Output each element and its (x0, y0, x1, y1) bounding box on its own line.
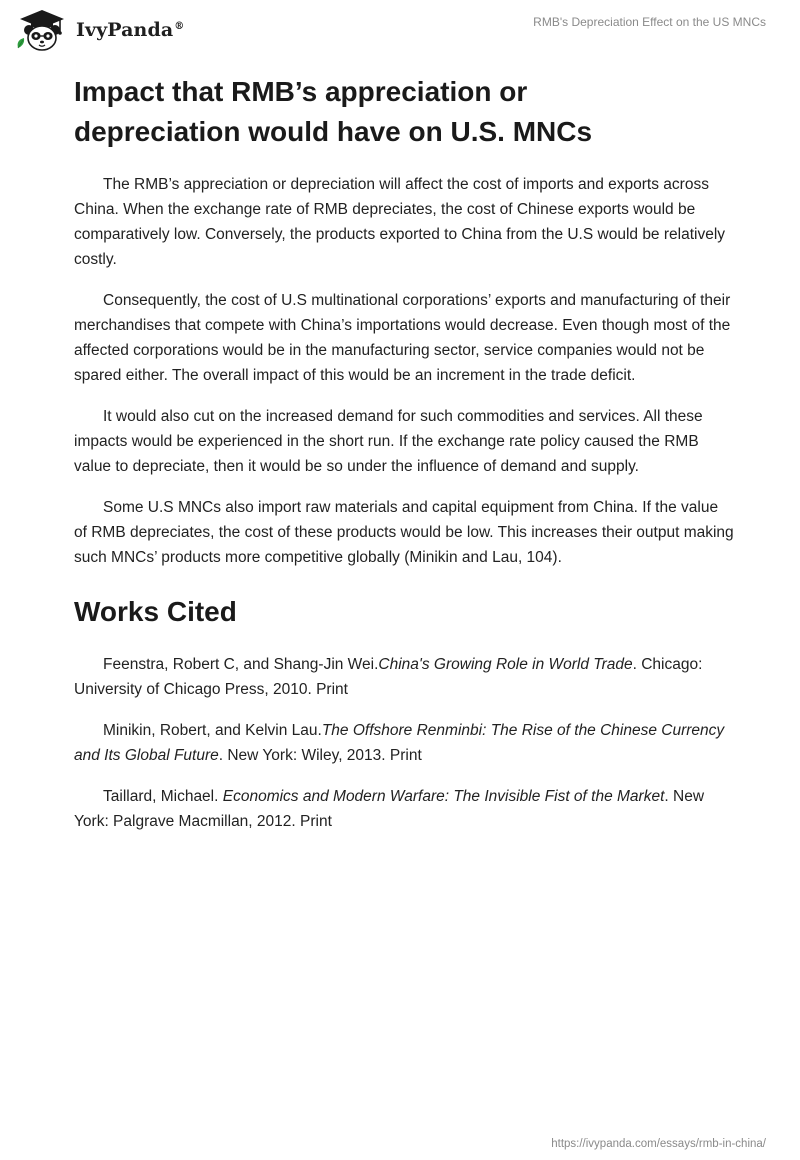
essay-content (74, 72, 734, 850)
page-header (0, 0, 800, 70)
citation-publisher: . New York: Wiley, 2013. Print (218, 747, 422, 764)
citation-authors: Taillard, Michael. (103, 788, 223, 805)
citation-title: Economics and Modern Warfare: The Invisible Fist of the Market (222, 788, 665, 805)
body-paragraph: It would also cut on the increased demand for such commodities and services. All these impacts would be experienced in the short run. If the exchange rate policy caused the RMB value to depreciate, then it would be so under the influence of demand and supply. (74, 408, 703, 475)
citation-publisher: . Chicago: University of Chicago Press, 2010. Print (74, 656, 703, 698)
citation-title: The Offshore Renminbi: The Rise of the Chinese Currency and Its Global Future (74, 722, 725, 764)
citation-entry (74, 652, 734, 702)
footer-url[interactable]: https://ivypanda.com/essays/rmb-in-china/ (551, 1138, 766, 1150)
citation-title: China's Growing Role in World Trade (378, 656, 633, 673)
body-paragraph: Consequently, the cost of U.S multinational corporations’ exports and manufacturing of their merchandises that compete with China’s importations would decrease. Even though most of the affected corporations would be in the manufacturing sector, service companies would not be spared either. The overall impact of this would be an increment in the trade deficit. (74, 292, 731, 384)
citation-authors: Minikin, Robert, and Kelvin Lau. (103, 722, 322, 739)
works-cited-heading: Works Cited (74, 596, 237, 627)
registered-mark: ® (174, 20, 185, 32)
running-title: RMB's Depreciation Effect on the US MNCs (533, 15, 766, 29)
citation-entry (74, 718, 734, 768)
citation-authors: Feenstra, Robert C, and Shang-Jin Wei. (103, 656, 379, 673)
citation-entry (74, 784, 734, 834)
ivypanda-logo[interactable] (14, 8, 184, 52)
brand-name: IvyPanda® (76, 19, 185, 41)
section-heading: Impact that RMB’s appreciation or depreciation would have on U.S. MNCs (74, 76, 593, 147)
body-paragraph: Some U.S MNCs also import raw materials and capital equipment from China. If the value of RMB depreciates, the cost of these products would be low. This increases their output making such MNCs’ products more competitive globally (Minikin and Lau, 104). (74, 499, 734, 566)
panda-graduate-icon (14, 8, 70, 52)
body-paragraph: The RMB’s appreciation or depreciation will affect the cost of imports and exports across China. When the exchange rate of RMB depreciates, the cost of Chinese exports would be comparatively low. Conversely, the products exported to China from the U.S would be relatively costly. (74, 176, 726, 268)
citation-publisher: . New York: Palgrave Macmillan, 2012. Print (74, 788, 705, 830)
